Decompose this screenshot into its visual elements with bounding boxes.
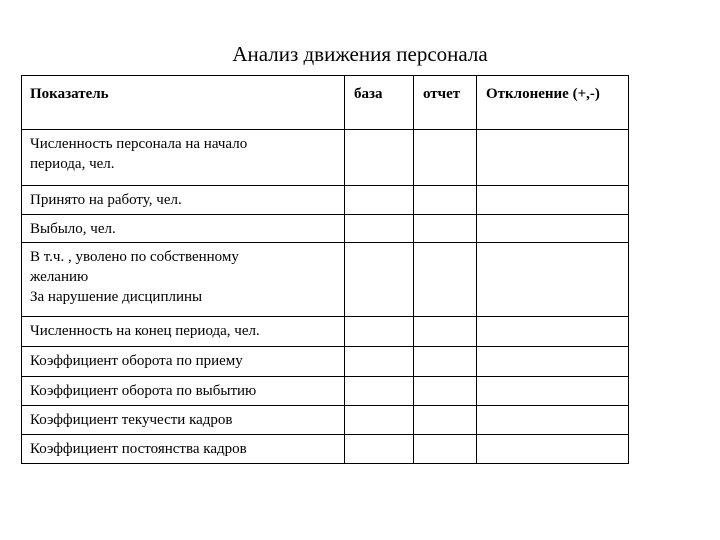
- deviation-cell: [477, 377, 629, 406]
- deviation-cell: [477, 215, 629, 243]
- row-indicator-cell: [22, 243, 345, 317]
- header-report: отчет: [414, 76, 477, 130]
- report-cell: [414, 435, 477, 464]
- row-indicator-cell: [22, 347, 345, 377]
- header-base: база: [345, 76, 414, 130]
- table-row: [22, 186, 629, 215]
- row-indicator-cell: [22, 377, 345, 406]
- row-indicator-cell: [22, 317, 345, 347]
- table-row: [22, 215, 629, 243]
- row-indicator-cell: [22, 130, 345, 186]
- row-indicator-text: желанию: [30, 269, 89, 285]
- row-indicator-text: Принято на работу, чел.: [30, 192, 182, 208]
- deviation-cell: [477, 406, 629, 435]
- report-cell: [414, 317, 477, 347]
- table-row: [22, 347, 629, 377]
- base-cell: [345, 377, 414, 406]
- deviation-cell: [477, 347, 629, 377]
- row-indicator-text: Коэффициент постоянства кадров: [30, 441, 247, 457]
- header-deviation: Отклонение (+,-): [477, 76, 629, 130]
- row-indicator-text: Коэффициент текучести кадров: [30, 412, 233, 428]
- row-indicator-text: Численность на конец периода, чел.: [30, 323, 260, 339]
- report-cell: [414, 406, 477, 435]
- report-cell: [414, 130, 477, 186]
- row-indicator-cell: [22, 215, 345, 243]
- table-row: [22, 435, 629, 464]
- row-indicator-text: Численность персонала на начало: [30, 136, 248, 152]
- row-indicator-cell: [22, 435, 345, 464]
- deviation-cell: [477, 130, 629, 186]
- row-indicator-cell: [22, 406, 345, 435]
- base-cell: [345, 347, 414, 377]
- report-cell: [414, 377, 477, 406]
- report-cell: [414, 243, 477, 317]
- base-cell: [345, 435, 414, 464]
- table-row: [22, 130, 629, 186]
- personnel-movement-table: [21, 75, 629, 464]
- report-cell: [414, 215, 477, 243]
- table-header-row: [22, 76, 629, 130]
- base-cell: [345, 215, 414, 243]
- row-indicator-text: В т.ч. , уволено по собственному: [30, 249, 239, 265]
- base-cell: [345, 406, 414, 435]
- page-title: Анализ движения персонала: [232, 42, 488, 66]
- row-indicator-cell: [22, 186, 345, 215]
- row-indicator-text: Коэффициент оборота по приему: [30, 353, 243, 369]
- report-cell: [414, 347, 477, 377]
- table-row: [22, 406, 629, 435]
- base-cell: [345, 317, 414, 347]
- table-row: [22, 317, 629, 347]
- base-cell: [345, 186, 414, 215]
- deviation-cell: [477, 243, 629, 317]
- deviation-cell: [477, 435, 629, 464]
- deviation-cell: [477, 186, 629, 215]
- row-indicator-text: За нарушение дисциплины: [30, 289, 203, 305]
- base-cell: [345, 243, 414, 317]
- table-row: [22, 377, 629, 406]
- row-indicator-text: Выбыло, чел.: [30, 221, 116, 237]
- table-row: [22, 243, 629, 317]
- row-indicator-text: периода, чел.: [30, 156, 115, 172]
- row-indicator-text: Коэффициент оборота по выбытию: [30, 383, 257, 399]
- header-indicator: Показатель: [22, 76, 345, 130]
- deviation-cell: [477, 317, 629, 347]
- base-cell: [345, 130, 414, 186]
- report-cell: [414, 186, 477, 215]
